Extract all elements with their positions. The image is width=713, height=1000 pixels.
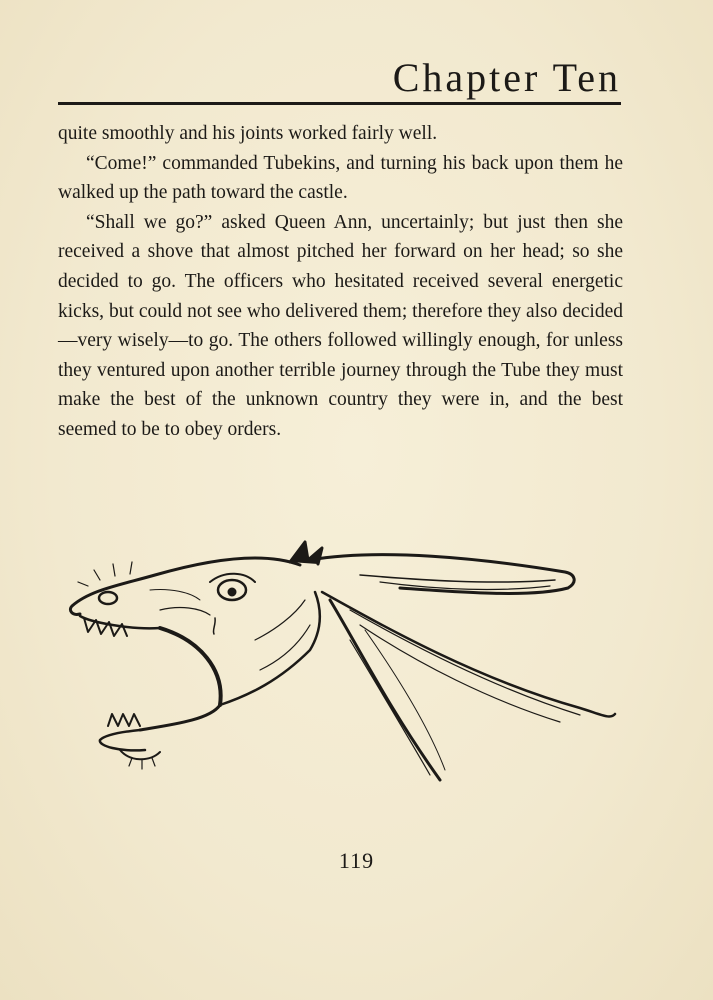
- paragraph-1: quite smoothly and his joints worked fairly well.: [58, 123, 438, 144]
- chapter-header: [58, 50, 621, 105]
- braying-donkey-head-icon: [60, 530, 630, 790]
- page-number: 119: [338, 848, 375, 873]
- paragraph-2: “Come!” commanded Tubekins, and turning his back upon them he walked up the path toward the castle.: [58, 152, 623, 204]
- chapter-title: Chapter Ten: [392, 55, 621, 100]
- paragraph-3: “Shall we go?” asked Queen Ann, uncertainly; but just then she received a shove that almost pitched her forward on her head; so she decided to go. The officers who hesitated received several energetic kicks, but could not see who delivered them; therefore they also decided—very wisely—to go. The others followed willingly enough, for unless they ventured upon another terrible journey through the Tube they must make the best of the unknown country they were in, and the best seemed to be to obey orders.: [58, 211, 623, 440]
- body-text: [58, 119, 623, 445]
